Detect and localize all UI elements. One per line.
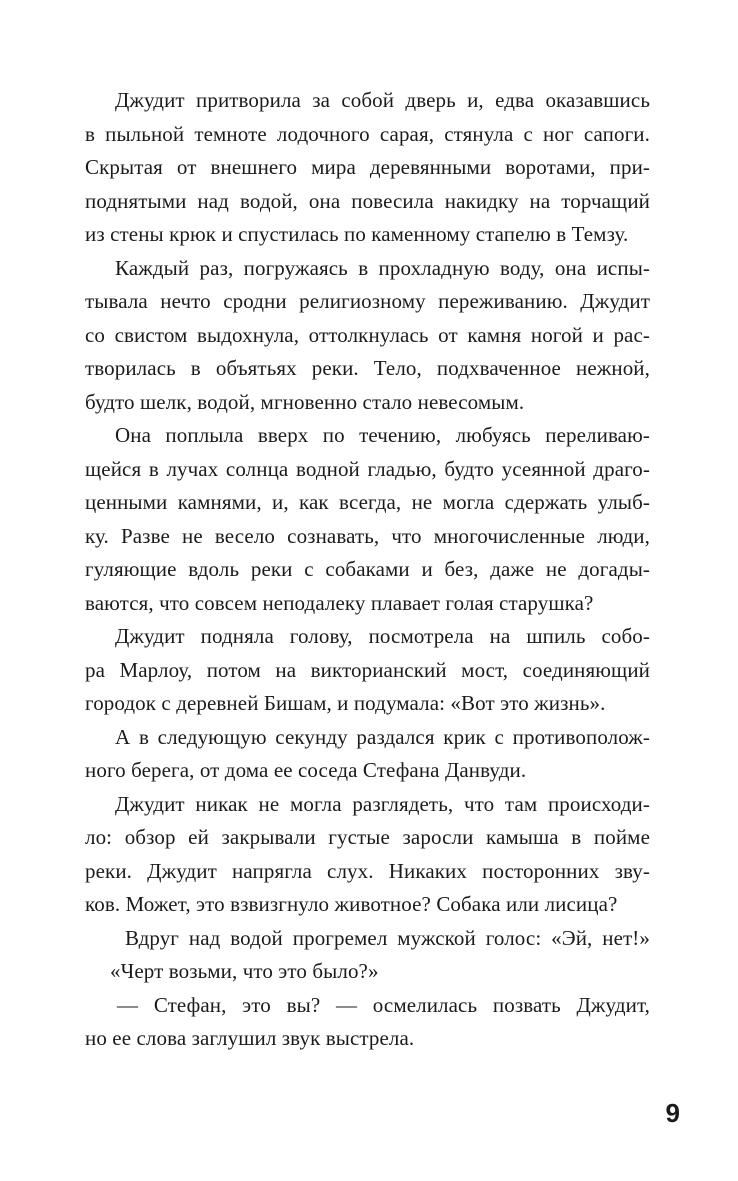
text-line: из стены крюк и спустилась по каменному стапелю в Темзу. [85,222,629,246]
text-line: гуляющие вдоль реки с собаками и без, даже не догады- [85,557,650,581]
text-line: А в следующую секунду раздался крик с противополож- [115,724,650,749]
text-line: Джудит никак не могла разглядеть, что там происходи- [115,791,650,816]
text-line: творилась в объятьях реки. Тело, подхваченное нежной, [85,356,650,380]
paragraph [85,252,650,420]
text-line: ло: обзор ей закрывали густые заросли камыша в пойме [85,825,650,849]
text-line: ного берега, от дома ее соседа Стефана Данвуди. [85,758,527,782]
text-line: Джудит подняла голову, посмотрела на шпиль собо- [115,624,650,648]
paragraph [85,620,650,721]
text-line: поднятыми над водой, она повесила накидку на торчащий [85,188,650,213]
text-line: ценными камнями, и, как всегда, не могла сдержать улыб- [85,490,650,514]
text-line: реки. Джудит напрягла слух. Никаких посторонних зву- [85,858,650,883]
paragraph [85,788,650,922]
text-line: Вдруг над водой прогремел мужской голос: «Эй, нет!» [125,925,650,950]
paragraph [85,955,650,989]
text-line: ку. Разве не весело сознавать, что многочисленные люди, [85,523,650,548]
text-line: «Черт возьми, что это было?» [110,959,379,983]
paragraph [85,419,650,620]
text-line: Джудит притворила за собой дверь и, едва оказавшись [115,88,650,112]
text-line: ваются, что совсем неподалеку плавает голая старушка? [85,590,594,615]
text-line: Каждый раз, погружаясь в прохладную воду, она испы- [115,255,650,280]
text-line: щейся в лучах солнца водной гладью, будто усеянной драго- [85,456,650,481]
text-line: ра Марлоу, потом на викторианский мост, соединяющий [85,657,650,682]
body-text [85,84,650,1056]
paragraph [85,84,650,252]
paragraph [85,922,650,956]
text-line: — Стефан, это вы? — осмелилась позвать Джудит, [117,992,650,1017]
text-line: городок с деревней Бишам, и подумала: «Вот это жизнь». [85,691,606,715]
page-number: 9 [665,1098,680,1128]
text-line: в пыльной темноте лодочного сарая, стянула с ног сапоги. [85,121,650,146]
paragraph [85,989,650,1056]
text-line: Скрытая от внешнего мира деревянными воротами, при- [85,155,650,179]
paragraph [85,721,650,788]
text-line: тывала нечто сродни религиозному переживанию. Джудит [85,289,650,313]
text-line: Она поплыла вверх по течению, любуясь переливаю- [115,423,650,447]
text-line: будто шелк, водой, мгновенно стало невесомым. [85,389,525,414]
text-line: со свистом выдохнула, оттолкнулась от камня ногой и рас- [85,322,650,347]
text-line: но ее слова заглушил звук выстрела. [85,1026,415,1050]
text-line: ков. Может, это взвизгнуло животное? Собака или лисица? [85,892,618,916]
